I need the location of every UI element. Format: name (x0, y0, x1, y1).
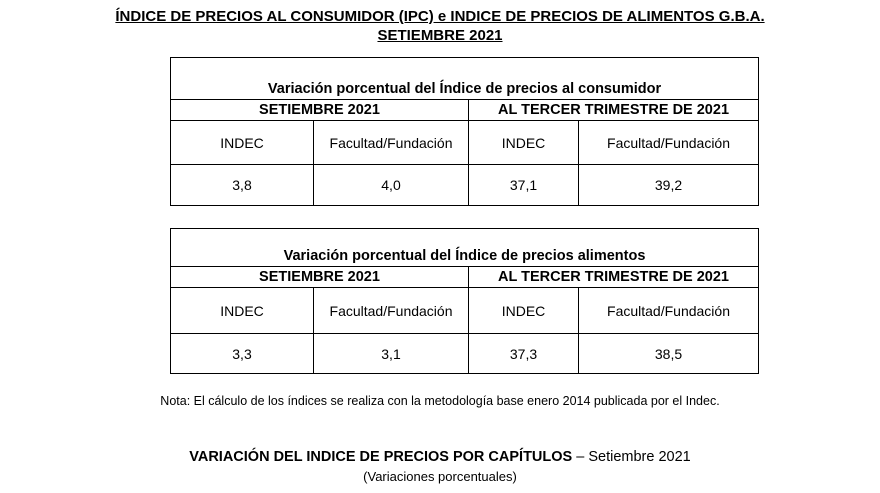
document-subtitle: SETIEMBRE 2021 (377, 27, 503, 44)
food-table-caption: Variación porcentual del Índice de precios alimentos (171, 229, 759, 267)
chapters-title-bold: VARIACIÓN DEL INDICE DE PRECIOS POR CAPÍTULOS (189, 449, 573, 465)
food-header-facultad-quarter: Facultad/Fundación (579, 288, 759, 334)
ipc-table-caption: Variación porcentual del Índice de precios al consumidor (171, 58, 759, 100)
ipc-header-facultad-month: Facultad/Fundación (314, 121, 469, 165)
methodology-note: Nota: El cálculo de los índices se realiza con la metodología base enero 2014 publicada por el Indec. (160, 394, 720, 408)
food-value-indec-quarter: 37,3 (469, 334, 579, 374)
chapters-title-date: – Setiembre 2021 (572, 449, 691, 465)
chapters-section-title (0, 449, 880, 465)
ipc-value-indec-quarter: 37,1 (469, 165, 579, 206)
food-value-facultad-quarter: 38,5 (579, 334, 759, 374)
chapters-section-subtitle: (Variaciones porcentuales) (363, 469, 517, 484)
document-title: ÍNDICE DE PRECIOS AL CONSUMIDOR (IPC) e INDICE DE PRECIOS DE ALIMENTOS G.B.A. (115, 8, 765, 25)
food-header-facultad-month: Facultad/Fundación (314, 288, 469, 334)
ipc-header-indec-month: INDEC (171, 121, 314, 165)
ipc-value-indec-month: 3,8 (171, 165, 314, 206)
food-value-indec-month: 3,3 (171, 334, 314, 374)
ipc-header-facultad-quarter: Facultad/Fundación (579, 121, 759, 165)
ipc-period-month: SETIEMBRE 2021 (171, 100, 469, 121)
food-period-quarter: AL TERCER TRIMESTRE DE 2021 (469, 267, 759, 288)
ipc-table (170, 57, 759, 206)
food-header-indec-quarter: INDEC (469, 288, 579, 334)
ipc-value-facultad-quarter: 39,2 (579, 165, 759, 206)
ipc-period-quarter: AL TERCER TRIMESTRE DE 2021 (469, 100, 759, 121)
food-period-month: SETIEMBRE 2021 (171, 267, 469, 288)
food-table (170, 228, 759, 374)
ipc-header-indec-quarter: INDEC (469, 121, 579, 165)
ipc-value-facultad-month: 4,0 (314, 165, 469, 206)
food-value-facultad-month: 3,1 (314, 334, 469, 374)
food-header-indec-month: INDEC (171, 288, 314, 334)
